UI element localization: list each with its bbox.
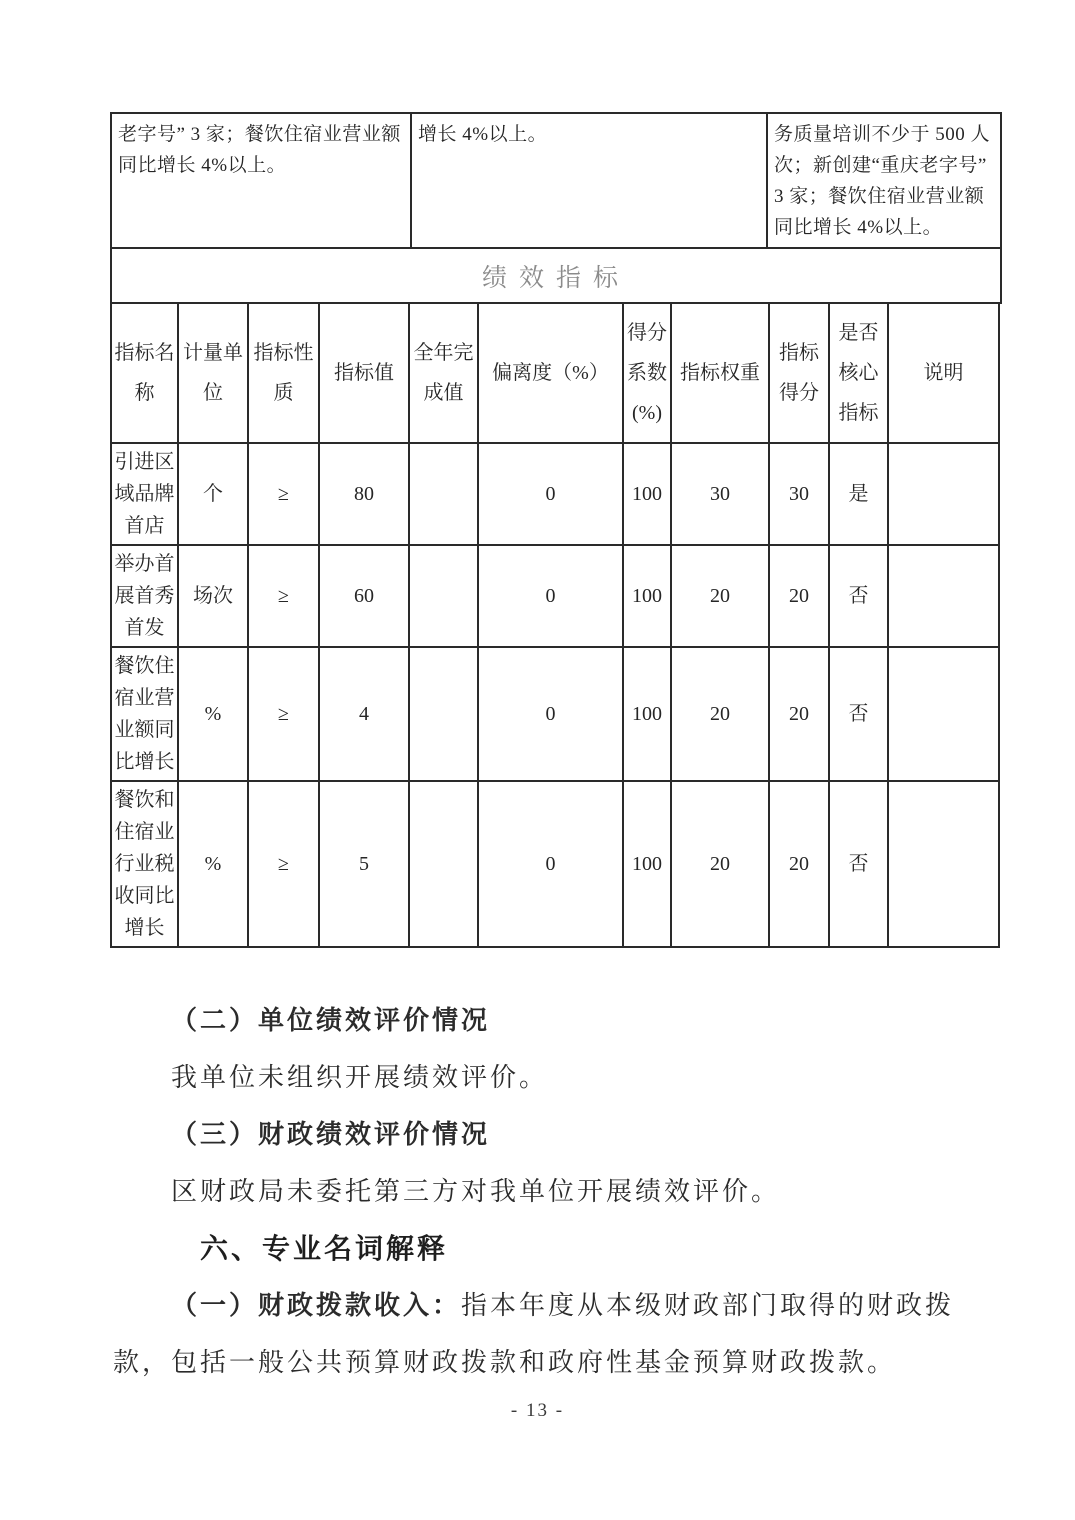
table-cell: 20 bbox=[671, 545, 769, 647]
table-cell bbox=[888, 647, 999, 781]
table-cell bbox=[888, 545, 999, 647]
column-header-indicator-score: 指标得分 bbox=[769, 303, 829, 443]
table-cell: ≥ bbox=[248, 647, 319, 781]
table-cell: % bbox=[178, 781, 248, 947]
column-header-indicator-weight: 指标权重 bbox=[671, 303, 769, 443]
table-cell: 20 bbox=[671, 647, 769, 781]
table-cell: 30 bbox=[671, 443, 769, 545]
term-lead: （一）财政拨款收入： bbox=[171, 1291, 462, 1320]
paragraph-finance-evaluation: 区财政局未委托第三方对我单位开展绩效评价。 bbox=[171, 1177, 781, 1206]
table-cell: 0 bbox=[478, 647, 623, 781]
table-cell: 100 bbox=[623, 545, 671, 647]
column-header-core-indicator: 是否核心指标 bbox=[829, 303, 888, 443]
table-cell: ≥ bbox=[248, 781, 319, 947]
table-cell: 是 bbox=[829, 443, 888, 545]
indicator-name-cell: 餐饮住宿业营业额同比增长 bbox=[111, 647, 178, 781]
table-row bbox=[111, 647, 999, 781]
table-cell bbox=[409, 647, 478, 781]
header-row bbox=[111, 303, 999, 443]
table-cell: 20 bbox=[769, 647, 829, 781]
table-cell: 20 bbox=[671, 781, 769, 947]
column-header-indicator-nature: 指标性质 bbox=[248, 303, 319, 443]
table-row bbox=[111, 545, 999, 647]
full-year-goal-continuation-cell: 务质量培训不少于 500 人次；新创建“重庆老字号” 3 家；餐饮住宿业营业额同比增长 4%以上。 bbox=[767, 113, 1001, 248]
column-header-indicator-value: 指标值 bbox=[319, 303, 409, 443]
indicator-name-cell: 举办首展首秀首发 bbox=[111, 545, 178, 647]
paragraph-term-fiscal-appropriation-line1 bbox=[113, 1277, 985, 1334]
performance-indicator-table bbox=[110, 302, 1000, 948]
table-cell: 20 bbox=[769, 781, 829, 947]
table-cell: 否 bbox=[829, 781, 888, 947]
section-heading-finance-evaluation: （三）财政绩效评价情况 bbox=[171, 1120, 491, 1149]
half-year-goal-continuation-cell: 增长 4%以上。 bbox=[411, 113, 767, 248]
table-cell: 5 bbox=[319, 781, 409, 947]
table-cell: 100 bbox=[623, 443, 671, 545]
annual-goal-continuation-cell: 老字号” 3 家；餐饮住宿业营业额同比增长 4%以上。 bbox=[111, 113, 411, 248]
section-heading-terms: 六、专业名词解释 bbox=[200, 1233, 449, 1264]
table-cell bbox=[409, 781, 478, 947]
table-cell bbox=[888, 443, 999, 545]
table-row bbox=[111, 113, 1001, 248]
column-header-score-coefficient: 得分系数(%) bbox=[623, 303, 671, 443]
table-cell: 100 bbox=[623, 781, 671, 947]
table-cell: 4 bbox=[319, 647, 409, 781]
table-cell bbox=[409, 545, 478, 647]
paragraph-term-fiscal-appropriation-line2: 款，包括一般公共预算财政拨款和政府性基金预算财政拨款。 bbox=[113, 1348, 897, 1377]
table-cell: 场次 bbox=[178, 545, 248, 647]
column-header-deviation: 偏离度（%） bbox=[478, 303, 623, 443]
table-cell: 60 bbox=[319, 545, 409, 647]
table-cell: 否 bbox=[829, 545, 888, 647]
table-cell: 否 bbox=[829, 647, 888, 781]
table-cell: 30 bbox=[769, 443, 829, 545]
table-cell: 100 bbox=[623, 647, 671, 781]
table-cell: 20 bbox=[769, 545, 829, 647]
column-header-indicator-name: 指标名称 bbox=[111, 303, 178, 443]
goal-continuation-table bbox=[110, 112, 1002, 249]
table-cell: ≥ bbox=[248, 443, 319, 545]
table-cell: 0 bbox=[478, 781, 623, 947]
indicator-name-cell: 引进区域品牌首店 bbox=[111, 443, 178, 545]
table-cell bbox=[409, 443, 478, 545]
section-heading-unit-evaluation: （二）单位绩效评价情况 bbox=[171, 1006, 491, 1035]
term-definition-part1: 指本年度从本级财政部门取得的财政拨 bbox=[461, 1291, 955, 1320]
column-header-unit: 计量单位 bbox=[178, 303, 248, 443]
column-header-remarks: 说明 bbox=[888, 303, 999, 443]
table-cell: 0 bbox=[478, 443, 623, 545]
performance-indicator-title: 绩效指标 bbox=[111, 248, 1001, 303]
indicator-name-cell: 餐饮和住宿业行业税收同比增长 bbox=[111, 781, 178, 947]
table-cell: 个 bbox=[178, 443, 248, 545]
report-body bbox=[113, 992, 985, 1391]
table-row bbox=[111, 443, 999, 545]
table-cell: ≥ bbox=[248, 545, 319, 647]
performance-indicator-title-row bbox=[110, 247, 1002, 304]
table-row bbox=[111, 781, 999, 947]
column-header-annual-completion: 全年完成值 bbox=[409, 303, 478, 443]
table-cell: 0 bbox=[478, 545, 623, 647]
table-cell bbox=[888, 781, 999, 947]
paragraph-unit-evaluation: 我单位未组织开展绩效评价。 bbox=[171, 1063, 549, 1092]
table-cell: % bbox=[178, 647, 248, 781]
table-cell: 80 bbox=[319, 443, 409, 545]
page-number: - 13 - bbox=[510, 1400, 565, 1421]
table-row bbox=[111, 248, 1001, 303]
